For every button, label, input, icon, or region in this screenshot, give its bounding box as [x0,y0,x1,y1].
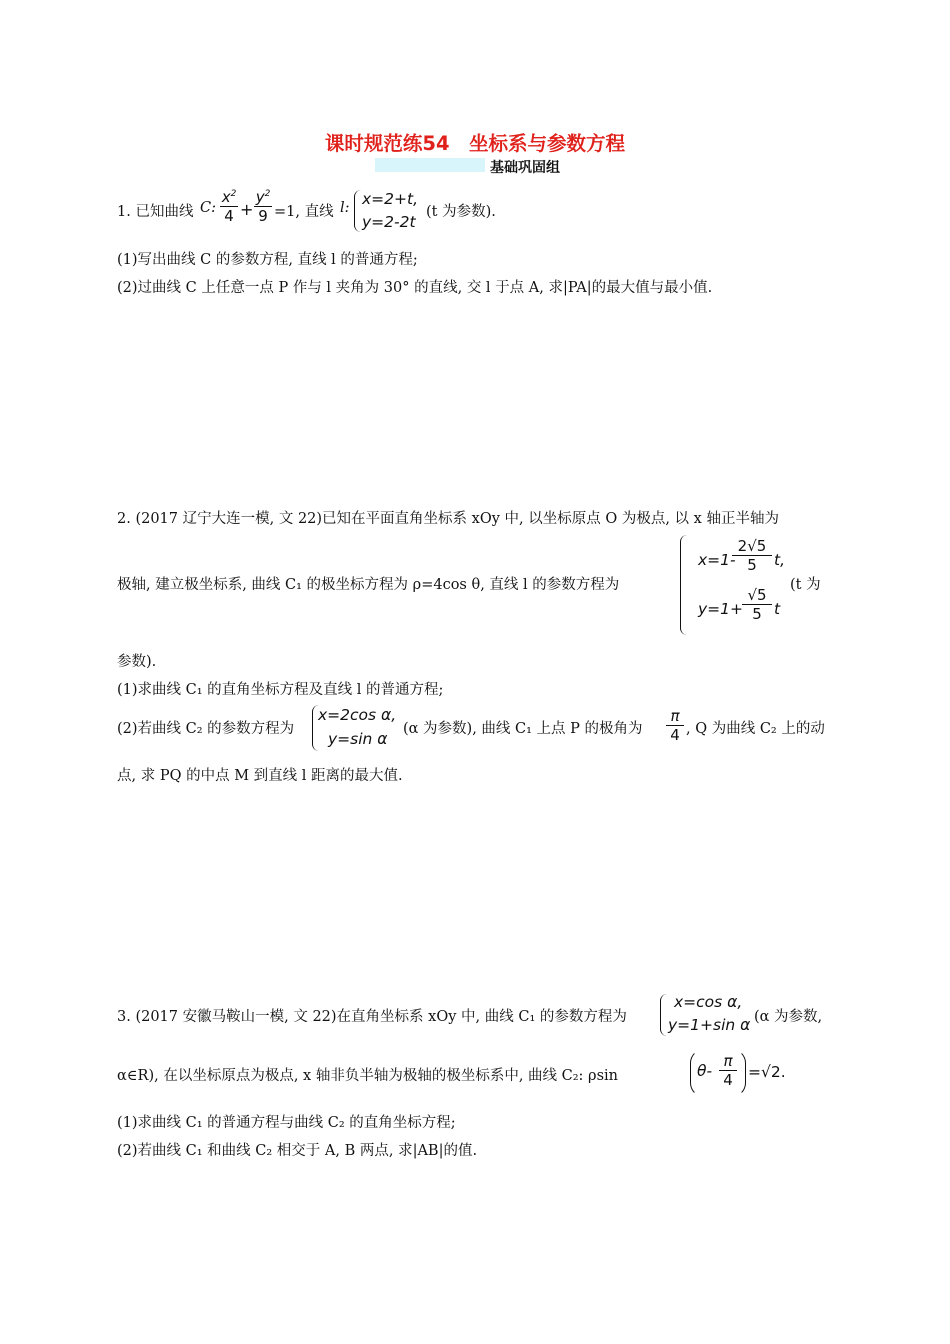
q2-system-eq1-fraction: 2√5 5 [732,537,772,574]
q2-system-eq2-a: y=1+ [698,600,744,618]
q3-system-eq2: y=1+sin α [668,1016,751,1034]
q2-line3: 参数). [117,654,157,670]
q3-line1-a: 3. (2017 安徽马鞍山一模, 文 22)在直角坐标系 xOy 中, 曲线 C₁ 的参数方程为 [117,1009,627,1025]
q2-system-eq2-b: t [774,600,781,618]
subtitle-highlight [375,158,485,172]
q1-line-label: l: [340,200,350,216]
q2-line2-suffix: (t 为 [790,577,821,593]
q3-part2: (2)若曲线 C₁ 和曲线 C₂ 相交于 A, B 两点, 求|AB|的值. [117,1143,478,1159]
q2-part2-c: , Q 为曲线 C₂ 上的动 [686,721,825,737]
q3-line1-b: (α 为参数, [754,1009,823,1025]
q1-eq1: =1, 直线 [274,204,334,220]
q1-fraction-y: $y^2$ 9 [255,188,271,225]
q1-part2: (2)过曲线 C 上任意一点 P 作与 l 夹角为 30° 的直线, 交 l 于点 A, 求|PA|的最大值与最小值. [117,280,713,296]
q2-part1: (1)求曲线 C₁ 的直角坐标方程及直线 l 的普通方程; [117,682,444,698]
q2-part2-d: 点, 求 PQ 的中点 M 到直线 l 距离的最大值. [117,768,403,784]
q2-part2-a: (2)若曲线 C₂ 的参数方程为 [117,721,295,737]
q1-system-eq2: y=2-2t [362,213,416,231]
q1-curve-label: C: [200,200,216,216]
q2-line1: 2. (2017 辽宁大连一模, 文 22)已知在平面直角坐标系 xOy 中, 以坐标原点 O 为极点, 以 x 轴正半轴为 [117,511,779,527]
q2-part2-sys1: x=2cos α, [318,706,397,724]
q2-part2-b: (α 为参数), 曲线 C₁ 上点 P 的极角为 [403,721,643,737]
page-title: 课时规范练54 坐标系与参数方程 [324,132,626,155]
q2-system-eq1-a: x=1- [698,551,736,569]
q3-theta: θ- [697,1062,713,1080]
q3-line2-b: =√2. [748,1063,786,1081]
q3-system-eq1: x=cos α, [674,993,743,1011]
q1-system-brace [354,190,361,232]
q2-pi-over-4: π 4 [666,707,684,744]
q1-plus: + [240,200,254,219]
q3-pi-over-4: π 4 [719,1052,737,1089]
q2-system-eq2-fraction: √5 5 [742,586,772,623]
q1-part1: (1)写出曲线 C 的参数方程, 直线 l 的普通方程; [117,252,418,268]
q2-system-eq1-b: t, [774,551,786,569]
q3-line2-a: α∈R), 在以坐标原点为极点, x 轴非负半轴为极轴的极坐标系中, 曲线 C₂: ρsin [117,1068,618,1084]
q1-prefix: 1. 已知曲线 [117,204,194,220]
q2-line2: 极轴, 建立极坐标系, 曲线 C₁ 的极坐标方程为 ρ=4cos θ, 直线 l 的参数方程为 [117,577,620,593]
q1-suffix: (t 为参数). [426,204,496,220]
q3-system-brace [660,994,667,1036]
q1-system-eq1: x=2+t, [362,190,419,208]
q2-part2-sys2: y=sin α [328,730,388,748]
q3-part1: (1)求曲线 C₁ 的普通方程与曲线 C₂ 的直角坐标方程; [117,1115,456,1131]
q2-system-brace [680,535,687,635]
section-subtitle: 基础巩固组 [490,160,560,176]
q1-fraction-x: $x^2$ 4 [221,188,237,225]
